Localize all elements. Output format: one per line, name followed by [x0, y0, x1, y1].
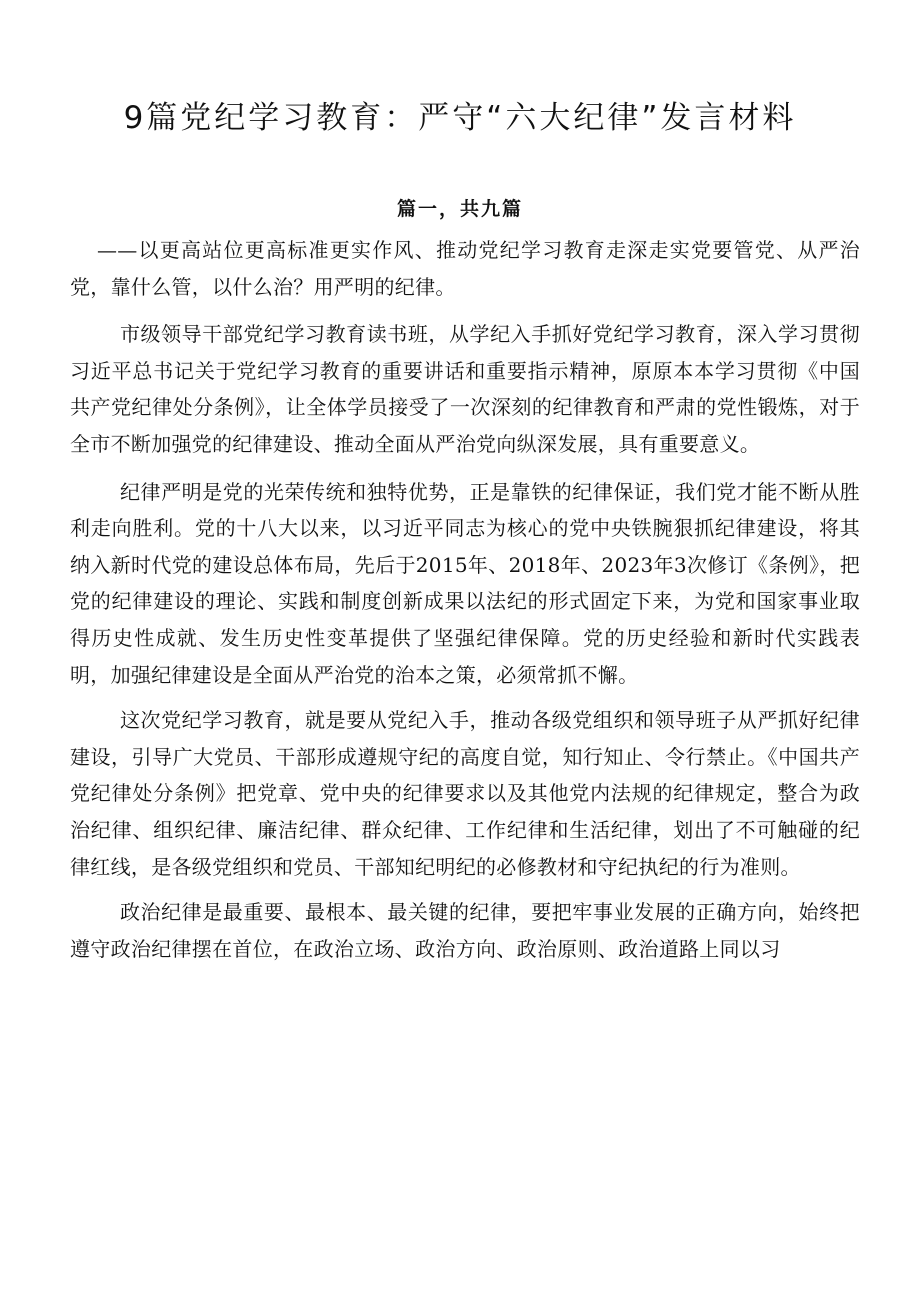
paragraph-2: 市级领导干部党纪学习教育读书班，从学纪入手抓好党纪学习教育，深入学习贯彻习近平总书记关于党纪学习教育的重要讲话和重要指示精神，原原本本学习贯彻《中国共产党纪律处分条例》，让全体学员接受了一次深刻的纪律教育和严肃的党性锻炼，对于全市不断加强党的纪律建设、推动全面从严治党向纵深发展，具有重要意义。 — [70, 322, 860, 456]
paragraph-3: 纪律严明是党的光荣传统和独特优势，正是靠铁的纪律保证，我们党才能不断从胜利走向胜利。党的十八大以来，以习近平同志为核心的党中央铁腕狠抓纪律建设，将其纳入新时代党的建设总体布局，先后于2015年、2018年、2023年3次修订《条例》，把党的纪律建设的理论、实践和制度创新成果以法纪的形式固定下来，为党和国家事业取得历史性成就、发生历史性变革提供了坚强纪律保障。党的历史经验和新时代实践表明，加强纪律建设是全面从严治党的治本之策，必须常抓不懈。 — [70, 479, 860, 687]
paragraph-5: 政治纪律是最重要、最根本、最关键的纪律，要把牢事业发展的正确方向，始终把遵守政治纪律摆在首位，在政治立场、政治方向、政治原则、政治道路上同以习 — [70, 900, 860, 961]
paragraph-1: ——以更高站位更高标准更实作风、推动党纪学习教育走深走实党要管党、从严治党，靠什么管，以什么治？用严明的纪律。 — [70, 238, 860, 299]
paragraph-4: 这次党纪学习教育，就是要从党纪入手，推动各级党组织和领导班子从严抓好纪律建设，引导广大党员、干部形成遵规守纪的高度自觉，知行知止、令行禁止。《中国共产党纪律处分条例》把党章、党中央的纪律要求以及其他党内法规的纪律规定，整合为政治纪律、组织纪律、廉洁纪律、群众纪律、工作纪律和生活纪律，划出了不可触碰的纪律红线，是各级党组织和党员、干部知纪明纪的必修教材和守纪执纪的行为准则。 — [70, 708, 860, 879]
document-body — [70, 232, 860, 967]
document-subtitle: 篇一，共九篇 — [396, 198, 523, 220]
document-title: 9篇党纪学习教育：严守“六大纪律”发言材料 — [123, 100, 797, 136]
